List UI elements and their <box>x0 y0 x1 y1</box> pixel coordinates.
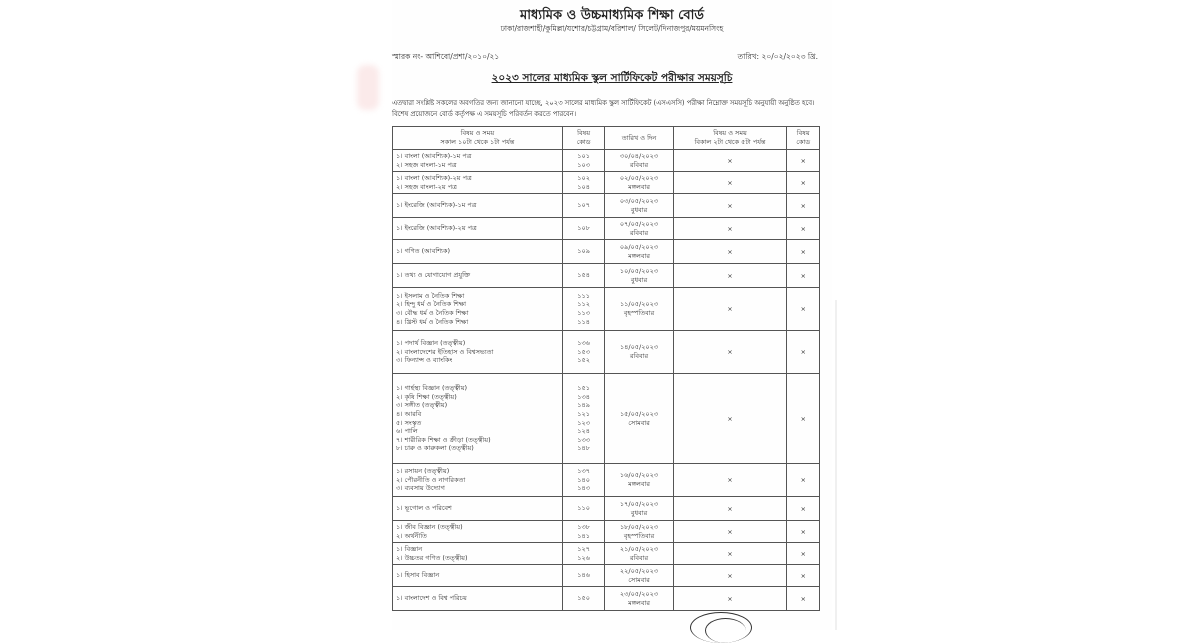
subject-name: ১। ইসলাম ও নৈতিক শিক্ষা <box>396 291 465 300</box>
table-header-row <box>393 127 820 150</box>
header-afternoon-subject: বিষয় ও সময় বিকাল ২টা থেকে ৫টা পর্যন্ত <box>673 127 787 150</box>
header-subject-code: বিষয় কোড <box>562 127 605 150</box>
morning-subjects-cell <box>393 565 563 587</box>
subject-code: ১৪৬ <box>577 571 590 580</box>
subject-code: ১০৩ <box>577 160 590 169</box>
exam-date: ১৫/০৫/২০২৩ <box>619 409 659 418</box>
subject-codes-cell <box>562 288 605 331</box>
exam-day: রবিবার <box>629 160 649 169</box>
header-afternoon-code: বিষয় কোড <box>787 127 820 150</box>
subject-code: ১০৮ <box>577 224 590 233</box>
afternoon-code-cell: × <box>787 497 820 521</box>
afternoon-code-cell: × <box>787 264 820 288</box>
afternoon-subject-cell: × <box>673 218 787 240</box>
afternoon-subject-cell: × <box>673 150 787 172</box>
subject-name: ২। অর্থনীতি <box>396 531 427 540</box>
exam-day: বুধবার <box>630 508 648 517</box>
subject-code: ১০৪ <box>577 182 590 191</box>
subject-code: ১২৭ <box>577 544 590 553</box>
subject-name: ৪। খ্রিস্ট ধর্ম ও নৈতিক শিক্ষা <box>396 317 469 326</box>
exam-day: সোমবার <box>628 418 650 427</box>
afternoon-subject-cell: × <box>673 288 787 331</box>
subject-name: ৪। আরবি <box>396 409 422 418</box>
subject-name: ১। গার্হস্থ্য বিজ্ঞান (তত্ত্বীয়) <box>396 384 468 393</box>
subject-code: ১২১ <box>577 409 590 418</box>
subject-code: ১২৩ <box>577 418 590 427</box>
subject-name: ৩। ব্যবসায় উদ্যোগ <box>396 484 445 493</box>
afternoon-code-cell: × <box>787 331 820 374</box>
afternoon-subject-cell: × <box>673 374 787 464</box>
subject-name: ৮। চারু ও কারুকলা (তত্ত্বীয়) <box>396 444 474 453</box>
subject-name: ১। গণিত (আবশ্যিক) <box>396 247 451 256</box>
date-day-cell <box>605 331 673 374</box>
table-row <box>393 497 820 521</box>
subject-name: ১। তথ্য ও যোগাযোগ প্রযুক্তি <box>396 271 471 280</box>
subject-codes-cell <box>562 264 605 288</box>
exam-day: মঙ্গলবার <box>628 480 650 488</box>
date-day-cell <box>605 172 673 194</box>
afternoon-code-cell: × <box>787 218 820 240</box>
subject-codes-cell <box>562 565 605 587</box>
header-date-day: তারিখ ও দিন <box>605 127 673 150</box>
subject-code: ১৫৪ <box>577 271 590 280</box>
table-row <box>393 331 820 374</box>
afternoon-code-cell: × <box>787 374 820 464</box>
table-row <box>393 565 820 587</box>
subject-name: ৩। সঙ্গীত (তত্ত্বীয়) <box>396 401 448 410</box>
date-day-cell <box>605 150 673 172</box>
date-day-cell <box>605 194 673 218</box>
morning-subjects-cell <box>393 264 563 288</box>
exam-date: ১০/০৫/২০২৩ <box>619 266 659 275</box>
subject-name: ২। বাংলাদেশের ইতিহাস ও বিশ্বসভ্যতা <box>396 347 494 356</box>
subject-name: ২। উচ্চতর গণিত (তত্ত্বীয়) <box>396 553 468 562</box>
afternoon-subject-cell: × <box>673 331 787 374</box>
subject-codes-cell <box>562 218 605 240</box>
table-row <box>393 288 820 331</box>
subject-name: ১। বাংলা (আবশ্যিক)-১ম পত্র <box>396 151 472 160</box>
exam-date: ০৩/০৫/২০২৩ <box>619 196 659 205</box>
subject-code: ১৪৯ <box>577 401 590 410</box>
afternoon-code-cell: × <box>787 240 820 264</box>
exam-day: সোমবার <box>628 575 650 584</box>
subject-codes-cell <box>562 150 605 172</box>
date-day-cell <box>605 587 673 611</box>
subject-name: ১। ভূগোল ও পরিবেশ <box>396 504 452 513</box>
table-row <box>393 264 820 288</box>
afternoon-subject-cell: × <box>673 194 787 218</box>
exam-day: রবিবার <box>629 228 649 237</box>
morning-subjects-cell <box>393 218 563 240</box>
board-name: মাধ্যমিক ও উচ্চমাধ্যমিক শিক্ষা বোর্ড <box>520 8 704 23</box>
paper-smudge <box>357 65 379 110</box>
board-cities: ঢাকা/রাজশাহী/কুমিল্লা/যশোর/চট্টগ্রাম/বরিশাল/ সিলেট/দিনাজপুর/ময়মনসিংহ <box>500 24 724 33</box>
date-day-cell <box>605 497 673 521</box>
subject-code: ১৪০ <box>577 475 590 484</box>
date-day-cell <box>605 374 673 464</box>
notice-paragraph: এতদ্বারা সংশ্লিষ্ট সকলের অবগতির জন্য জানানো যাচ্ছে, ২০২৩ সালের মাধ্যমিক স্কুল সার্টিফিকেট (এসএসসি) পরীক্ষা নিম্নোক্ত সময়সূচি অনুযায়ী অনুষ্ঠিত হবে। বিশেষ প্রয়োজনে বোর্ড কর্তৃপক্ষ এ সময়সূচি পরিবর্তন করতে পারবেন। <box>392 99 815 118</box>
morning-subjects-cell <box>393 374 563 464</box>
morning-subjects-cell <box>393 172 563 194</box>
subject-code: ১৫১ <box>577 384 590 393</box>
exam-schedule-document <box>392 0 832 630</box>
subject-name: ৭। শারীরিক শিক্ষা ও ক্রীড়া (তত্ত্বীয়) <box>396 435 491 444</box>
subject-codes-cell <box>562 374 605 464</box>
subject-code: ১১৪ <box>577 317 590 326</box>
morning-subjects-cell <box>393 521 563 543</box>
morning-subjects-cell <box>393 497 563 521</box>
exam-date: ২২/০৫/২০২৩ <box>619 566 659 575</box>
afternoon-code-cell: × <box>787 194 820 218</box>
exam-date: ০৭/০৫/২০২৩ <box>619 219 659 228</box>
subject-name: ৫। সংস্কৃত <box>396 418 422 427</box>
exam-date: ১৭/০৫/২০২৩ <box>619 499 659 508</box>
subject-code: ১৪৩ <box>577 484 590 493</box>
subject-codes-cell <box>562 194 605 218</box>
subject-name: ৩। বৌদ্ধ ধর্ম ও নৈতিক শিক্ষা <box>396 309 469 317</box>
schedule-table <box>392 126 820 611</box>
afternoon-code-cell: × <box>787 521 820 543</box>
subject-name: ১। রসায়ন (তত্ত্বীয়) <box>396 467 450 476</box>
afternoon-subject-cell: × <box>673 565 787 587</box>
subject-name: ২। কৃষি শিক্ষা (তত্ত্বীয়) <box>396 392 457 401</box>
subject-code: ১৪১ <box>577 531 590 540</box>
subject-codes-cell <box>562 240 605 264</box>
afternoon-code-cell: × <box>787 464 820 497</box>
subject-name: ১। ইংরেজি (আবশ্যিক)-২য় পত্র <box>396 224 477 233</box>
table-row <box>393 464 820 497</box>
exam-day: রবিবার <box>629 553 649 562</box>
subject-code: ১৪৮ <box>577 444 590 453</box>
subject-name: ২। সহজ বাংলা-১ম পত্র <box>396 160 457 169</box>
table-row <box>393 521 820 543</box>
morning-subjects-cell <box>393 464 563 497</box>
date-day-cell <box>605 240 673 264</box>
subject-name: ২। পৌরনীতি ও নাগরিকতা <box>396 475 466 484</box>
afternoon-subject-cell: × <box>673 543 787 565</box>
subject-codes-cell <box>562 497 605 521</box>
subject-code: ১১০ <box>577 504 590 513</box>
subject-codes-cell <box>562 172 605 194</box>
subject-codes-cell <box>562 587 605 611</box>
schedule-rows <box>393 150 820 611</box>
date-day-cell <box>605 218 673 240</box>
table-row <box>393 374 820 464</box>
date-day-cell <box>605 521 673 543</box>
subject-code: ১০৭ <box>577 201 590 210</box>
exam-date: ২১/০৫/২০২৩ <box>619 544 659 553</box>
exam-date: ১৪/০৫/২০২৩ <box>619 343 659 351</box>
subject-name: ১। হিসাব বিজ্ঞান <box>396 571 440 580</box>
exam-date: ০২/০৫/২০২৩ <box>619 173 659 182</box>
exam-date: ৩০/০৪/২০২৩ <box>619 151 659 160</box>
exam-day: মঙ্গলবার <box>628 182 650 191</box>
subject-name: ২। হিন্দু ধর্ম ও নৈতিক শিক্ষা <box>396 300 467 309</box>
subject-name: ১। বাংলা (আবশ্যিক)-২য় পত্র <box>396 173 472 182</box>
subject-code: ১৫২ <box>577 356 590 365</box>
subject-code: ১৩৩ <box>577 435 590 444</box>
table-row <box>393 240 820 264</box>
date-day-cell <box>605 288 673 331</box>
subject-code: ১২৬ <box>577 553 590 562</box>
subject-name: ১। জীব বিজ্ঞান (তত্ত্বীয়) <box>396 522 463 531</box>
exam-day: রবিবার <box>629 352 649 360</box>
afternoon-subject-cell: × <box>673 497 787 521</box>
subject-codes-cell <box>562 521 605 543</box>
table-row <box>393 543 820 565</box>
subject-code: ১৩৭ <box>577 467 590 476</box>
afternoon-subject-cell: × <box>673 264 787 288</box>
afternoon-subject-cell: × <box>673 521 787 543</box>
date-day-cell <box>605 543 673 565</box>
paper-edge <box>835 300 837 630</box>
subject-code: ১৩৬ <box>577 339 590 348</box>
exam-day: মঙ্গলবার <box>628 251 650 260</box>
morning-subjects-cell <box>393 150 563 172</box>
afternoon-subject-cell: × <box>673 240 787 264</box>
memo-number: স্মারক নং- আশিবো/প্রশা/২০১০/২১ <box>392 52 500 61</box>
afternoon-code-cell: × <box>787 543 820 565</box>
afternoon-code-cell: × <box>787 150 820 172</box>
exam-day: বুধবার <box>630 205 648 214</box>
exam-day: বৃহস্পতিবার <box>623 309 655 317</box>
exam-date: ১৬/০৫/২০২৩ <box>619 471 659 479</box>
date-day-cell <box>605 464 673 497</box>
table-row <box>393 218 820 240</box>
afternoon-subject-cell: × <box>673 464 787 497</box>
table-row <box>393 194 820 218</box>
signature-mark-2 <box>705 618 746 643</box>
subject-code: ১০২ <box>577 173 590 182</box>
subject-codes-cell <box>562 464 605 497</box>
table-row <box>393 172 820 194</box>
exam-day: বুধবার <box>630 275 648 284</box>
subject-name: ৬। পালি <box>396 427 418 436</box>
subject-code: ১৩৪ <box>577 392 590 401</box>
subject-code: ১১১ <box>577 291 590 300</box>
afternoon-code-cell: × <box>787 172 820 194</box>
exam-date: ১১/০৫/২০২৩ <box>619 300 659 308</box>
date-day-cell <box>605 565 673 587</box>
document-title: ২০২৩ সালের মাধ্যমিক স্কুল সার্টিফিকেট পরীক্ষার সময়সূচি <box>491 72 733 84</box>
table-row <box>393 150 820 172</box>
subject-code: ১০১ <box>577 151 590 160</box>
subject-code: ১২৪ <box>577 427 590 436</box>
subject-code: ১১২ <box>577 300 590 309</box>
table-row <box>393 587 820 611</box>
subject-codes-cell <box>562 331 605 374</box>
morning-subjects-cell <box>393 240 563 264</box>
subject-code: ১৫০ <box>577 594 590 603</box>
exam-date: ২৩/০৫/২০২৩ <box>619 589 659 598</box>
subject-code: ১৩৮ <box>577 522 590 531</box>
header-morning-subject: বিষয় ও সময় সকাল ১০টা থেকে ১টা পর্যন্ত <box>393 127 563 150</box>
exam-date: ০৯/০৫/২০২৩ <box>619 242 659 251</box>
subject-codes-cell <box>562 543 605 565</box>
exam-date: ১৮/০৫/২০২৩ <box>619 522 659 531</box>
morning-subjects-cell <box>393 543 563 565</box>
subject-name: ১। পদার্থ বিজ্ঞান (তত্ত্বীয়) <box>396 339 466 348</box>
subject-name: ২। সহজ বাংলা-২য় পত্র <box>396 182 457 191</box>
afternoon-code-cell: × <box>787 587 820 611</box>
subject-code: ১১৩ <box>577 309 590 317</box>
morning-subjects-cell <box>393 194 563 218</box>
afternoon-code-cell: × <box>787 565 820 587</box>
afternoon-subject-cell: × <box>673 172 787 194</box>
exam-day: বৃহস্পতিবার <box>623 531 655 540</box>
afternoon-subject-cell: × <box>673 587 787 611</box>
subject-name: ৩। ফিন্যান্স ও ব্যাংকিং <box>396 356 453 365</box>
date-day-cell <box>605 264 673 288</box>
subject-name: ১। বাংলাদেশ ও বিশ্ব পরিচয় <box>396 594 467 603</box>
issue-date: তারিখ: ২০/০২/২০২৩ খ্রি. <box>737 52 818 61</box>
subject-name: ১। ইংরেজি (আবশ্যিক)-১ম পত্র <box>396 201 477 210</box>
afternoon-code-cell: × <box>787 288 820 331</box>
morning-subjects-cell <box>393 288 563 331</box>
subject-name: ১। বিজ্ঞান <box>396 544 423 553</box>
morning-subjects-cell <box>393 587 563 611</box>
subject-code: ১৫৩ <box>577 347 590 356</box>
exam-day: মঙ্গলবার <box>628 598 650 607</box>
subject-code: ১০৯ <box>577 247 590 256</box>
morning-subjects-cell <box>393 331 563 374</box>
